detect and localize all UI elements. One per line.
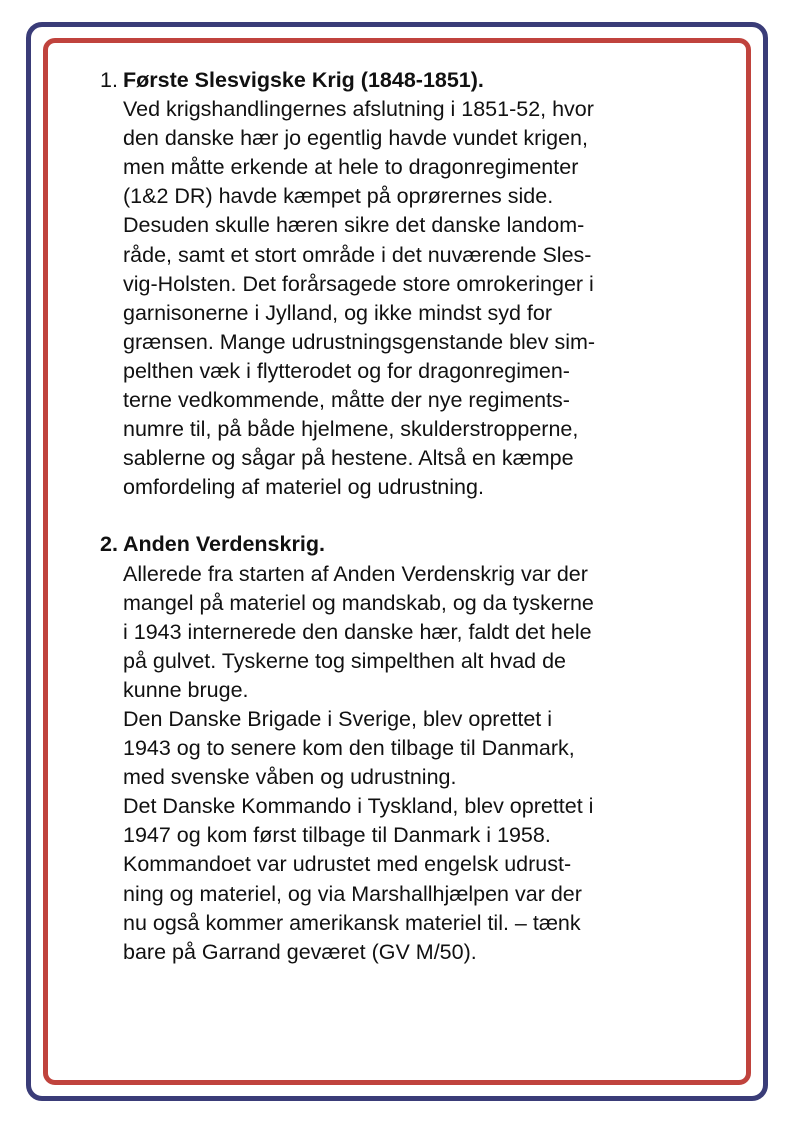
section-2-title: Anden Verdenskrig. — [123, 532, 325, 557]
text-line: råde, samt et stort område i det nuværende Sles- — [123, 242, 592, 267]
section-1-number: 1. — [100, 68, 118, 92]
section-1-heading — [100, 66, 720, 95]
text-line: men måtte erkende at hele to dragonregimenter — [123, 155, 579, 180]
section-1-title: Første Slesvigske Krig (1848-1851). — [123, 68, 484, 92]
text-line: kunne bruge. — [123, 677, 249, 702]
text-line: 1947 og kom først tilbage til Danmark i 1958. — [123, 823, 551, 848]
text-line: den danske hær jo egentlig havde vundet krigen, — [123, 126, 588, 151]
text-line: Ved krigshandlingernes afslutning i 1851-52, hvor — [123, 97, 594, 122]
document-body — [100, 66, 720, 967]
text-line: mangel på materiel og mandskab, og da tyskerne — [123, 590, 594, 615]
text-line: nu også kommer amerikansk materiel til. – tænk — [123, 910, 581, 935]
section-2-number: 2. — [100, 532, 118, 557]
text-line: bare på Garrand geværet (GV M/50). — [123, 939, 477, 964]
text-line: Den Danske Brigade i Sverige, blev oprettet i — [123, 706, 553, 731]
text-line: numre til, på både hjelmene, skulderstropperne, — [123, 417, 579, 442]
text-line: på gulvet. Tyskerne tog simpelthen alt hvad de — [123, 648, 567, 673]
text-line: pelthen væk i flytterodet og for dragonregimen- — [123, 358, 570, 383]
text-line: ning og materiel, og via Marshallhjælpen var der — [123, 881, 582, 906]
text-line: sablerne og sågar på hestene. Altså en kæmpe — [123, 446, 574, 471]
text-line: Kommandoet var udrustet med engelsk udrust- — [123, 852, 572, 877]
text-line: med svenske våben og udrustning. — [123, 765, 457, 790]
text-line: Allerede fra starten af Anden Verdenskrig var der — [123, 561, 588, 586]
text-line: i 1943 internerede den danske hær, faldt det hele — [123, 619, 592, 644]
text-line: (1&2 DR) havde kæmpet på oprørernes side. — [123, 184, 554, 209]
text-line: omfordeling af materiel og udrustning. — [123, 475, 484, 500]
text-line: Det Danske Kommando i Tyskland, blev oprettet i — [123, 794, 594, 819]
text-line: 1943 og to senere kom den tilbage til Danmark, — [123, 736, 575, 761]
section-1 — [100, 66, 720, 502]
text-line: vig-Holsten. Det forårsagede store omrokeringer i — [123, 271, 594, 296]
text-line: garnisonerne i Jylland, og ikke mindst syd for — [123, 300, 553, 325]
section-2-text — [123, 560, 720, 967]
text-line: grænsen. Mange udrustningsgenstande blev sim- — [123, 329, 596, 354]
text-line: terne vedkommende, måtte der nye regiments- — [123, 388, 570, 413]
section-2 — [100, 530, 720, 966]
text-line: Desuden skulle hæren sikre det danske landom- — [123, 213, 585, 238]
section-1-text — [123, 95, 720, 502]
section-2-heading — [100, 530, 720, 559]
